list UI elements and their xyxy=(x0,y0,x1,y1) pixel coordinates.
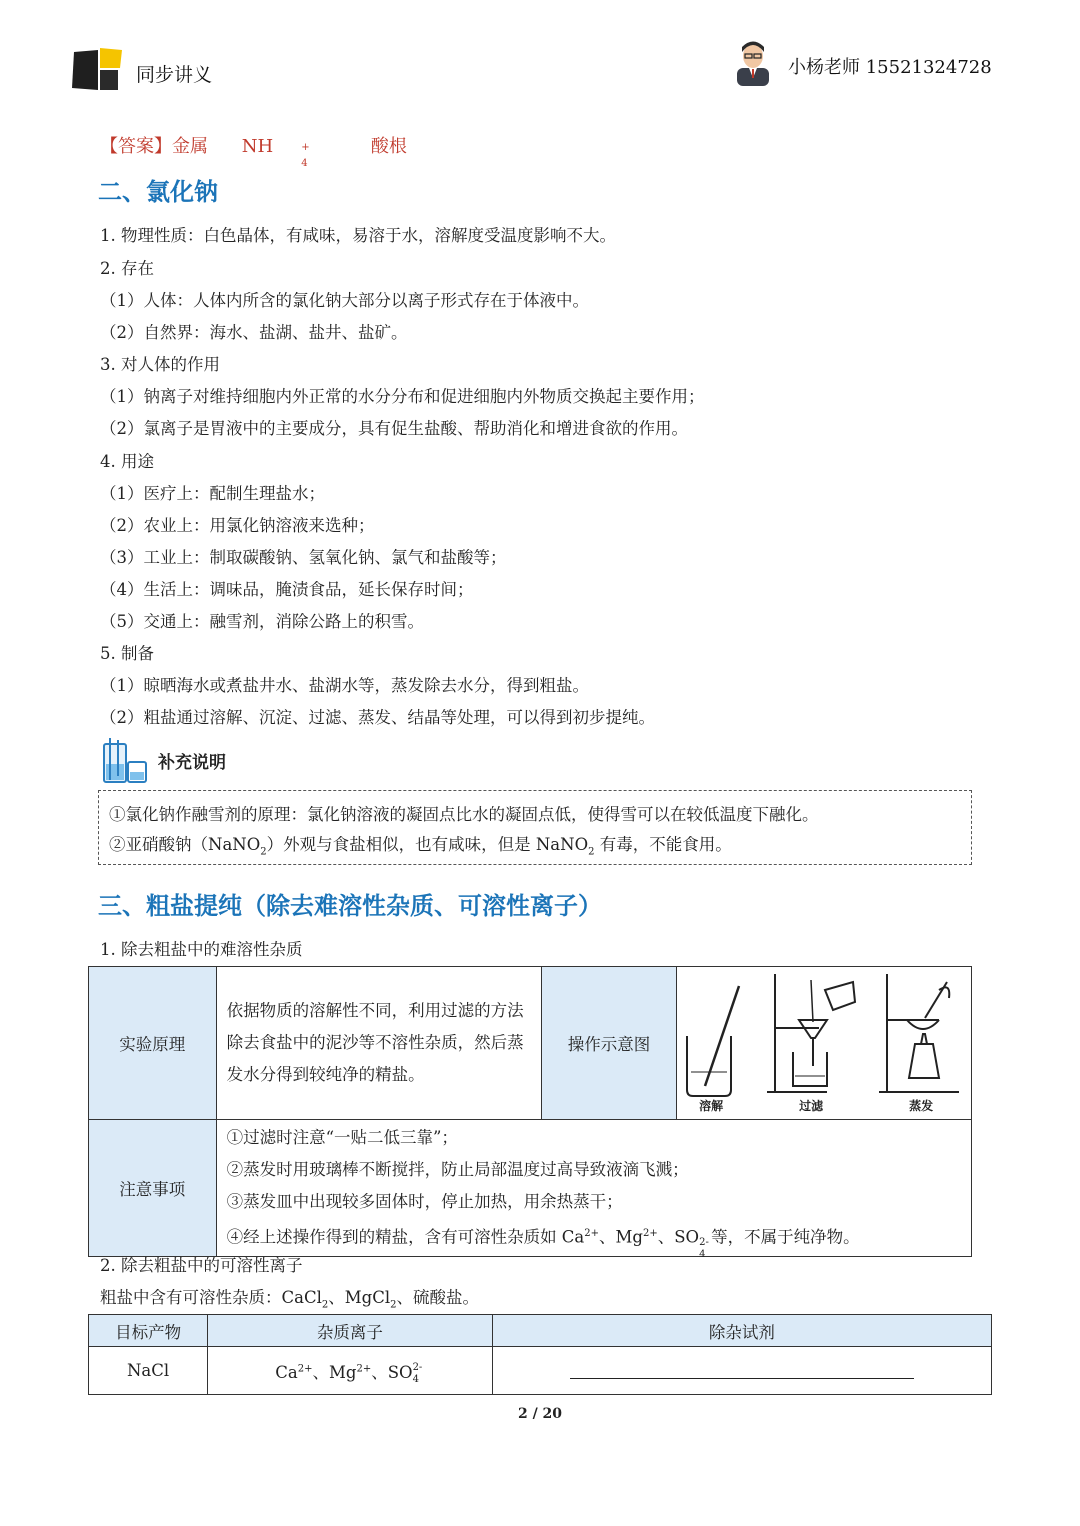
note-item: ②蒸发时用玻璃棒不断搅拌，防止局部温度过高导致液滴飞溅； xyxy=(226,1160,689,1179)
s2-line: （1）医疗上：配制生理盐水； xyxy=(100,484,325,503)
caption-evaporate: 蒸发 xyxy=(909,1099,934,1113)
supplement-title: 补充说明 xyxy=(158,753,226,773)
impurities-line: 粗盐中含有可溶性杂质：CaCl$_2$、MgCl$_2$、硫酸盐。 xyxy=(100,1288,479,1311)
notes-cell xyxy=(216,1120,971,1260)
s2-line: 1. 物理性质：白色晶体，有咸味，易溶于水，溶解度受温度影响不大。 xyxy=(100,226,616,245)
s2-line: （2）粗盐通过溶解、沉淀、过滤、蒸发、结晶等处理，可以得到初步提纯。 xyxy=(100,708,655,727)
teacher-contact: 小杨老师 15521324728 xyxy=(788,57,992,78)
brand-logo-icon xyxy=(70,46,124,94)
answer-blank-line xyxy=(570,1378,914,1379)
s3-sub1: 1. 除去粗盐中的难溶性杂质 xyxy=(100,940,303,959)
cell-reagent-blank[interactable] xyxy=(492,1347,991,1395)
header-title: 同步讲义 xyxy=(136,64,213,86)
s2-line: 2. 存在 xyxy=(100,259,154,278)
section3-heading: 三、粗盐提纯（除去难溶性杂质、可溶性离子） xyxy=(98,892,602,920)
s2-line: （1）晾晒海水或煮盐井水、盐湖水等，蒸发除去水分，得到粗盐。 xyxy=(100,676,589,695)
s3-sub2: 2. 除去粗盐中的可溶性离子 xyxy=(100,1256,303,1275)
caption-dissolve: 溶解 xyxy=(699,1099,724,1113)
supplement-box xyxy=(98,790,972,865)
s2-line: （1）钠离子对维持细胞内外正常的水分分布和促进细胞内外物质交换起主要作用； xyxy=(100,387,705,406)
s2-line: （5）交通上：融雪剂，消除公路上的积雪。 xyxy=(100,612,424,631)
s2-line: （2）自然界：海水、盐湖、盐井、盐矿。 xyxy=(100,323,408,342)
s2-line: 3. 对人体的作用 xyxy=(100,355,220,374)
purification-table xyxy=(88,966,972,1260)
section2-heading: 二、氯化钠 xyxy=(98,178,218,206)
caption-filter: 过滤 xyxy=(799,1099,824,1113)
operation-diagram xyxy=(677,967,972,1120)
cell-ions: $Ca^{2+}$、$Mg^{2+}$、SO 2- 4 xyxy=(208,1347,493,1395)
note-item: ①过滤时注意“一贴二低三靠”； xyxy=(226,1128,458,1147)
supplement-note-1: ①氯化钠作融雪剂的原理：氯化钠溶液的凝固点比水的凝固点低，使得雪可以在较低温度下融化。 xyxy=(109,805,819,824)
answer-item-acid-radical: 酸根 xyxy=(370,136,407,157)
answer-line xyxy=(100,132,435,169)
lab-beaker-icon xyxy=(102,736,150,786)
notes-label: 注意事项 xyxy=(89,1120,217,1257)
s2-line: （2）农业上：用氯化钠溶液来选种； xyxy=(100,516,375,535)
answer-prefix: 【答案】金属 xyxy=(100,136,208,157)
supplement-note-2: ②亚硝酸钠（NaNO$_2$）外观与食盐相似，也有咸味，但是 NaNO$_2$ 有毒，不能食用。 xyxy=(109,835,732,858)
note-item: ③蒸发皿中出现较多固体时，停止加热，用余热蒸干； xyxy=(226,1192,623,1211)
cell-product: NaCl xyxy=(89,1347,208,1395)
page-number: 2 / 20 xyxy=(517,1406,563,1422)
note-item: ④经上述操作得到的精盐，含有可溶性杂质如 $Ca^{2+}$、$Mg^{2+}$、SO 2- 4 等，不属于纯净物。 xyxy=(226,1227,860,1260)
lab-apparatus-illustration xyxy=(677,968,969,1118)
ion-removal-table xyxy=(88,1314,992,1395)
header-impurity-ions: 杂质离子 xyxy=(208,1315,493,1347)
principle-label: 实验原理 xyxy=(89,967,217,1120)
teacher-avatar-icon xyxy=(733,38,773,86)
s2-line: （3）工业上：制取碳酸钠、氢氧化钠、氯气和盐酸等； xyxy=(100,548,507,567)
s2-line: （2）氯离子是胃液中的主要成分，具有促生盐酸、帮助消化和增进食欲的作用。 xyxy=(100,419,688,438)
header-target-product: 目标产物 xyxy=(89,1315,208,1347)
answer-item-ammonium: NH + 4 xyxy=(241,136,310,169)
s2-line: （1）人体：人体内所含的氯化钠大部分以离子形式存在于体液中。 xyxy=(100,291,589,310)
diagram-label: 操作示意图 xyxy=(541,967,676,1120)
s2-line: （4）生活上：调味品，腌渍食品，延长保存时间； xyxy=(100,580,474,599)
principle-text: 依据物质的溶解性不同，利用过滤的方法除去食盐中的泥沙等不溶性杂质，然后蒸发水分得到较纯净的精盐。 xyxy=(216,967,541,1120)
s2-line: 4. 用途 xyxy=(100,452,154,471)
header-reagent: 除杂试剂 xyxy=(492,1315,991,1347)
s2-line: 5. 制备 xyxy=(100,644,154,663)
